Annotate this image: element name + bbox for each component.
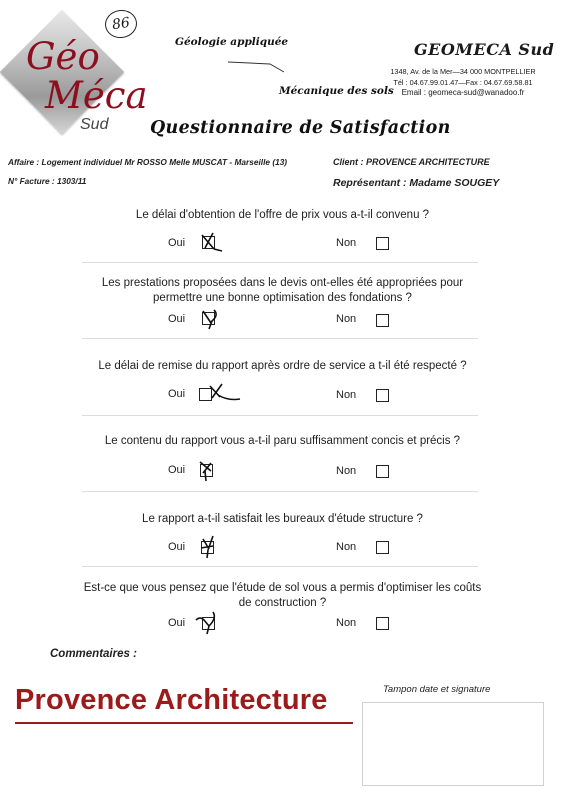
company-address: 1348, Av. de la Mer—34 000 MONTPELLIER xyxy=(390,67,536,76)
q2-non-label: Non xyxy=(336,313,357,325)
separator xyxy=(82,415,478,416)
q2-oui-label: Oui xyxy=(168,313,186,325)
q2-non-checkbox[interactable] xyxy=(376,314,389,327)
company-logo xyxy=(8,22,148,133)
company-email: Email : geomeca-sud@wanadoo.fr xyxy=(401,88,525,97)
company-phone: Tél : 04.67.99.01.47—Fax : 04.67.69.58.81 xyxy=(393,77,533,87)
logo-geo-text: Géo xyxy=(26,35,100,78)
q4-check-mark xyxy=(198,459,220,481)
question-6: Est-ce que vous pensez que l'étude de sol vous a permis d'optimiser les coûts de construction ? xyxy=(83,582,482,609)
q3-non-label: Non xyxy=(336,389,357,401)
question-3: Le délai de remise du rapport après ordre de service a t-il été respecté ? xyxy=(98,360,467,372)
separator xyxy=(82,338,478,339)
q1-non-label: Non xyxy=(336,237,357,249)
tagline-swoosh xyxy=(226,56,286,76)
q5-non-label: Non xyxy=(336,541,357,553)
separator xyxy=(82,491,478,492)
q3-oui-checkbox[interactable] xyxy=(199,388,212,401)
tagline-geologie: Géologie appliquée xyxy=(175,36,289,48)
q5-non-checkbox[interactable] xyxy=(376,541,389,554)
company-address-block xyxy=(378,67,548,99)
q2-check-mark xyxy=(200,307,222,329)
q3-oui-label: Oui xyxy=(168,388,186,400)
separator xyxy=(82,566,478,567)
signature-box[interactable] xyxy=(362,702,544,786)
company-stamp: Provence Architecture xyxy=(15,684,328,716)
q4-non-checkbox[interactable] xyxy=(376,465,389,478)
q1-check-mark xyxy=(200,231,222,253)
q6-check-mark xyxy=(189,612,225,634)
client-text: Client : PROVENCE ARCHITECTURE xyxy=(333,157,490,167)
handwritten-number: 86 xyxy=(103,8,139,40)
q6-oui-label: Oui xyxy=(168,617,186,629)
q4-non-label: Non xyxy=(336,465,357,477)
logo-sud-text: Sud xyxy=(80,116,109,133)
q5-oui-checkbox[interactable] xyxy=(201,541,214,554)
question-2: Les prestations proposées dans le devis ont-elles été appropriées pour permettre une bonne optimisation des fondations ? xyxy=(101,277,464,304)
q1-oui-label: Oui xyxy=(168,237,186,249)
company-name: GEOMECA Sud xyxy=(414,40,555,59)
comments-label: Commentaires : xyxy=(50,648,137,660)
question-4: Le contenu du rapport vous a-t-il paru suffisamment concis et précis ? xyxy=(104,435,461,447)
facture-text: N° Facture : 1303/11 xyxy=(8,176,87,186)
q4-oui-checkbox[interactable] xyxy=(200,464,213,477)
q2-oui-checkbox[interactable] xyxy=(202,312,215,325)
q5-oui-label: Oui xyxy=(168,541,186,553)
separator xyxy=(82,262,478,263)
q6-oui-checkbox[interactable] xyxy=(202,617,215,630)
q3-non-checkbox[interactable] xyxy=(376,389,389,402)
q4-oui-label: Oui xyxy=(168,464,186,476)
question-1: Le délai d'obtention de l'offre de prix vous a-t-il convenu ? xyxy=(135,209,430,221)
q6-non-checkbox[interactable] xyxy=(376,617,389,630)
q3-check-mark xyxy=(197,383,241,405)
tampon-label: Tampon date et signature xyxy=(383,684,491,695)
question-5: Le rapport a-t-il satisfait les bureaux d'étude structure ? xyxy=(142,513,423,525)
q1-oui-checkbox[interactable] xyxy=(202,236,215,249)
q1-non-checkbox[interactable] xyxy=(376,237,389,250)
tagline-mecanique: Mécanique des sols xyxy=(279,85,394,97)
q6-non-label: Non xyxy=(336,617,357,629)
logo-meca-text: Méca xyxy=(45,74,148,117)
q5-check-mark xyxy=(199,536,221,558)
stamp-underline xyxy=(15,722,353,724)
affaire-text: Affaire : Logement individuel Mr ROSSO Melle MUSCAT - Marseille (13) xyxy=(8,157,288,167)
page-title: Questionnaire de Satisfaction xyxy=(150,118,451,138)
representant-text: Représentant : Madame SOUGEY xyxy=(333,177,500,189)
